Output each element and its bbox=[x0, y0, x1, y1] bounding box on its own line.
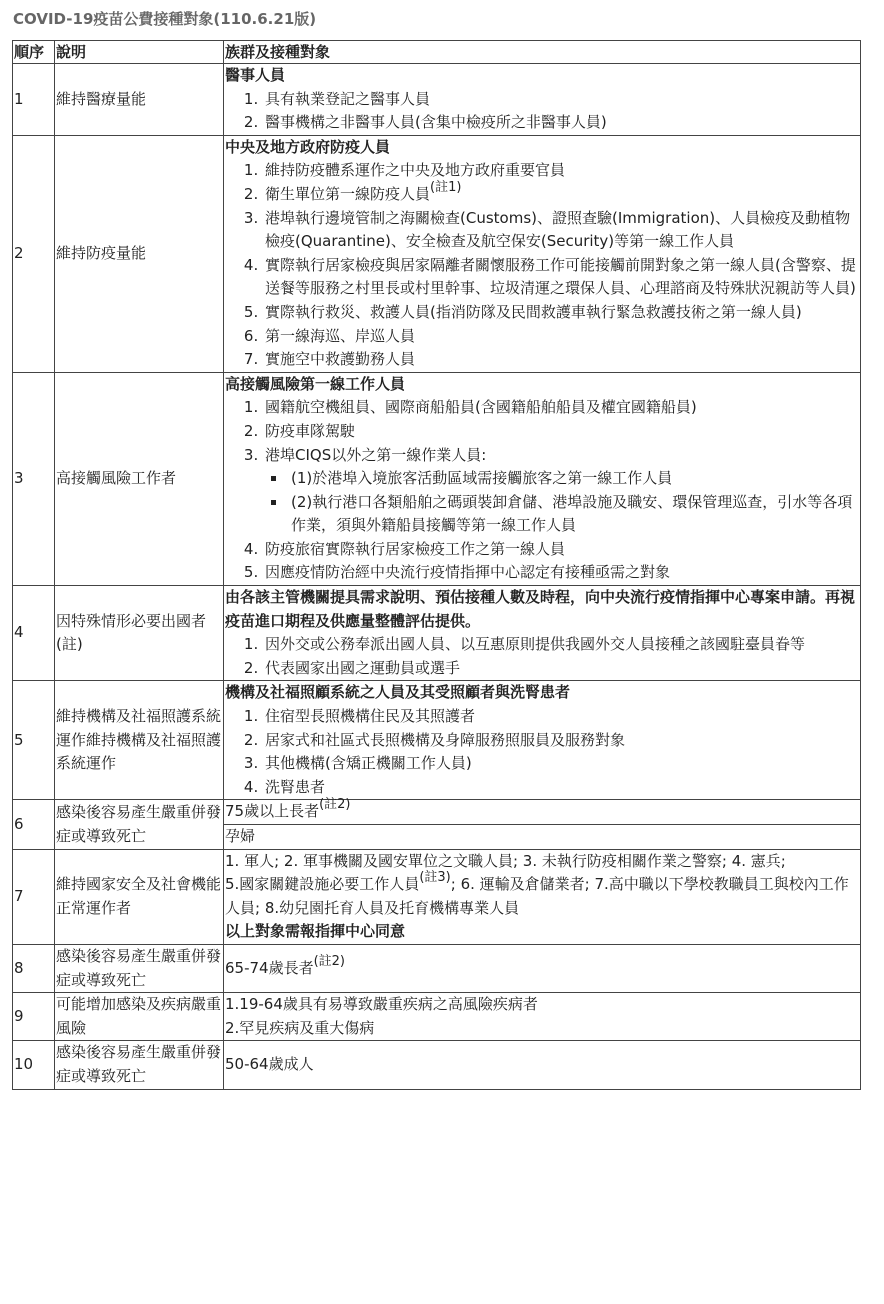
row-order: 7 bbox=[13, 849, 55, 944]
list-item: 2. 防疫車隊駕駛 bbox=[263, 420, 860, 444]
table-row bbox=[13, 993, 861, 1041]
list-item: 6. 第一線海巡、岸巡人員 bbox=[263, 325, 860, 349]
list-item: 3. 港埠執行邊境管制之海關檢查(Customs)、證照查驗(Immigration)、人員檢疫及動植物檢疫(Quarantine)、安全檢查及航空保安(Security)等第一線工作人員 bbox=[263, 207, 860, 254]
list-item bbox=[263, 179, 860, 207]
table-row bbox=[13, 135, 861, 372]
target-text-group bbox=[225, 870, 860, 920]
table-row bbox=[13, 372, 861, 585]
table-row bbox=[13, 64, 861, 136]
sub-list-item: ▪ (1)於港埠入境旅客活動區域需接觸旅客之第一線工作人員 bbox=[287, 467, 860, 491]
row-target-cell bbox=[224, 135, 861, 372]
row-description: 感染後容易產生嚴重併發症或導致死亡 bbox=[55, 800, 224, 849]
row-target-cell bbox=[224, 849, 861, 944]
row-order: 6 bbox=[13, 800, 55, 849]
target-text: 2.罕見疾病及重大傷病 bbox=[225, 1018, 375, 1037]
target-text: 5.國家關鍵設施必要工作人員 bbox=[225, 875, 420, 894]
vaccination-priority-table bbox=[12, 40, 861, 1090]
row-order: 3 bbox=[13, 372, 55, 585]
list-item: 2. 居家式和社區式長照機構及身障服務照服員及服務對象 bbox=[263, 729, 860, 753]
target-text: ; 6. 運輸及倉儲業者; 7.高中職以下學校教職員工與校內工作人員; 8.幼兒園托育人員及托育機構專業人員 bbox=[225, 875, 849, 917]
table-row bbox=[13, 586, 861, 681]
row-target-cell bbox=[224, 993, 861, 1041]
row-order: 1 bbox=[13, 64, 55, 136]
row-order: 4 bbox=[13, 586, 55, 681]
row-description: 維持國家安全及社會機能正常運作者 bbox=[55, 849, 224, 944]
table-row bbox=[13, 1041, 861, 1089]
sub-list bbox=[265, 467, 860, 538]
list-item: 1. 國籍航空機組員、國際商船船員(含國籍船舶船員及權宜國籍船員) bbox=[263, 396, 860, 420]
group-heading: 中央及地方政府防疫人員 bbox=[225, 137, 391, 156]
target-text: 65-74歲長者 bbox=[225, 958, 314, 977]
row-target-cell bbox=[224, 586, 861, 681]
row-target-cell bbox=[224, 797, 861, 825]
list-item: 4. 防疫旅宿實際執行居家檢疫工作之第一線人員 bbox=[263, 538, 860, 562]
list-item bbox=[263, 444, 860, 538]
footnote-ref: (註2) bbox=[313, 953, 346, 969]
table-row bbox=[13, 849, 861, 944]
target-text: 1.19-64歲具有易導致嚴重疾病之高風險疾病者 bbox=[225, 995, 538, 1014]
list-item: 1. 住宿型長照機構住民及其照護者 bbox=[263, 705, 860, 729]
target-list bbox=[225, 159, 860, 371]
target-text: 1. 軍人; 2. 軍事機關及國安單位之文職人員; 3. 未執行防疫相關作業之警察; 4. 憲兵; bbox=[225, 851, 786, 870]
row-description: 可能增加感染及疾病嚴重風險 bbox=[55, 993, 224, 1041]
table-header-row bbox=[13, 41, 861, 64]
row-target-cell bbox=[224, 372, 861, 585]
list-item: 4. 實際執行居家檢疫與居家隔離者關懷服務工作可能接觸前開對象之第一線人員(含警察、提送餐等服務之村里長或村里幹事、垃圾清運之環保人員、心理諮商及特殊狀況親訪等人員) bbox=[263, 254, 860, 301]
row-order: 2 bbox=[13, 135, 55, 372]
row-description: 維持機構及社福照護系統運作維持機構及社福照護系統運作 bbox=[55, 681, 224, 800]
list-item: 3. 其他機構(含矯正機關工作人員) bbox=[263, 752, 860, 776]
row-description: 感染後容易產生嚴重併發症或導致死亡 bbox=[55, 1041, 224, 1089]
table-row bbox=[13, 944, 861, 992]
row-order: 5 bbox=[13, 681, 55, 800]
row-order: 9 bbox=[13, 993, 55, 1041]
row-description: 高接觸風險工作者 bbox=[55, 372, 224, 585]
list-item-text: 衛生單位第一線防疫人員 bbox=[265, 184, 431, 203]
header-order: 順序 bbox=[13, 41, 55, 64]
approval-note: 以上對象需報指揮中心同意 bbox=[225, 922, 406, 941]
footnote-ref: (註3) bbox=[419, 870, 451, 886]
list-item: 7. 實施空中救護勤務人員 bbox=[263, 348, 860, 372]
row-target-cell bbox=[224, 64, 861, 136]
row-target-cell bbox=[224, 681, 861, 800]
table-row bbox=[13, 800, 861, 825]
row-order: 10 bbox=[13, 1041, 55, 1089]
header-description: 說明 bbox=[55, 41, 224, 64]
footnote-ref: (註1) bbox=[430, 179, 462, 195]
header-target-group: 族群及接種對象 bbox=[224, 41, 861, 64]
group-heading: 由各該主管機關提具需求說明、預估接種人數及時程，向中央流行疫情指揮中心專案申請。再視疫苗進口期程及供應量整體評估提供。 bbox=[225, 588, 856, 630]
row-description: 感染後容易產生嚴重併發症或導致死亡 bbox=[55, 944, 224, 992]
target-list bbox=[225, 705, 860, 799]
list-item: 4. 洗腎患者 bbox=[263, 776, 860, 800]
table-row bbox=[13, 681, 861, 800]
target-list bbox=[225, 88, 860, 135]
list-item: 1. 因外交或公務奉派出國人員、以互惠原則提供我國外交人員接種之該國駐臺員眷等 bbox=[263, 633, 860, 657]
list-item: 2. 代表國家出國之運動員或選手 bbox=[263, 657, 860, 681]
target-text: 75歲以上長者 bbox=[225, 802, 320, 821]
target-list bbox=[225, 396, 860, 585]
row-target-cell: 孕婦 bbox=[224, 825, 861, 850]
row-order: 8 bbox=[13, 944, 55, 992]
group-heading: 醫事人員 bbox=[225, 66, 286, 84]
list-item: 5. 實際執行救災、救護人員(指消防隊及民間救護車執行緊急救護技術之第一線人員) bbox=[263, 301, 860, 325]
footnote-ref: (註2) bbox=[319, 797, 351, 813]
group-heading: 機構及社福照顧系統之人員及其受照顧者與洗腎患者 bbox=[225, 683, 571, 702]
list-item: 1. 維持防疫體系運作之中央及地方政府重要官員 bbox=[263, 159, 860, 183]
sub-list-item: ▪ (2)執行港口各類船舶之碼頭裝卸倉儲、港埠設施及職安、環保管理巡查，引水等各項作業，須與外籍船員接觸等第一線工作人員 bbox=[287, 491, 860, 538]
list-item: 1. 具有執業登記之醫事人員 bbox=[263, 88, 860, 112]
page-title: COVID-19疫苗公費接種對象(110.6.21版) bbox=[13, 10, 317, 28]
row-description: 維持防疫量能 bbox=[55, 135, 224, 372]
list-item: 5. 因應疫情防治經中央流行疫情指揮中心認定有接種亟需之對象 bbox=[263, 561, 860, 585]
row-target-cell bbox=[224, 944, 861, 992]
list-item-text: 港埠CIQS以外之第一線作業人員: bbox=[265, 445, 487, 464]
row-description: 維持醫療量能 bbox=[55, 64, 224, 136]
target-list bbox=[225, 633, 860, 680]
row-target-cell: 50-64歲成人 bbox=[224, 1041, 861, 1089]
group-heading: 高接觸風險第一線工作人員 bbox=[225, 374, 406, 393]
list-item: 2. 醫事機構之非醫事人員(含集中檢疫所之非醫事人員) bbox=[263, 111, 860, 135]
row-description: 因特殊情形必要出國者(註) bbox=[55, 586, 224, 681]
